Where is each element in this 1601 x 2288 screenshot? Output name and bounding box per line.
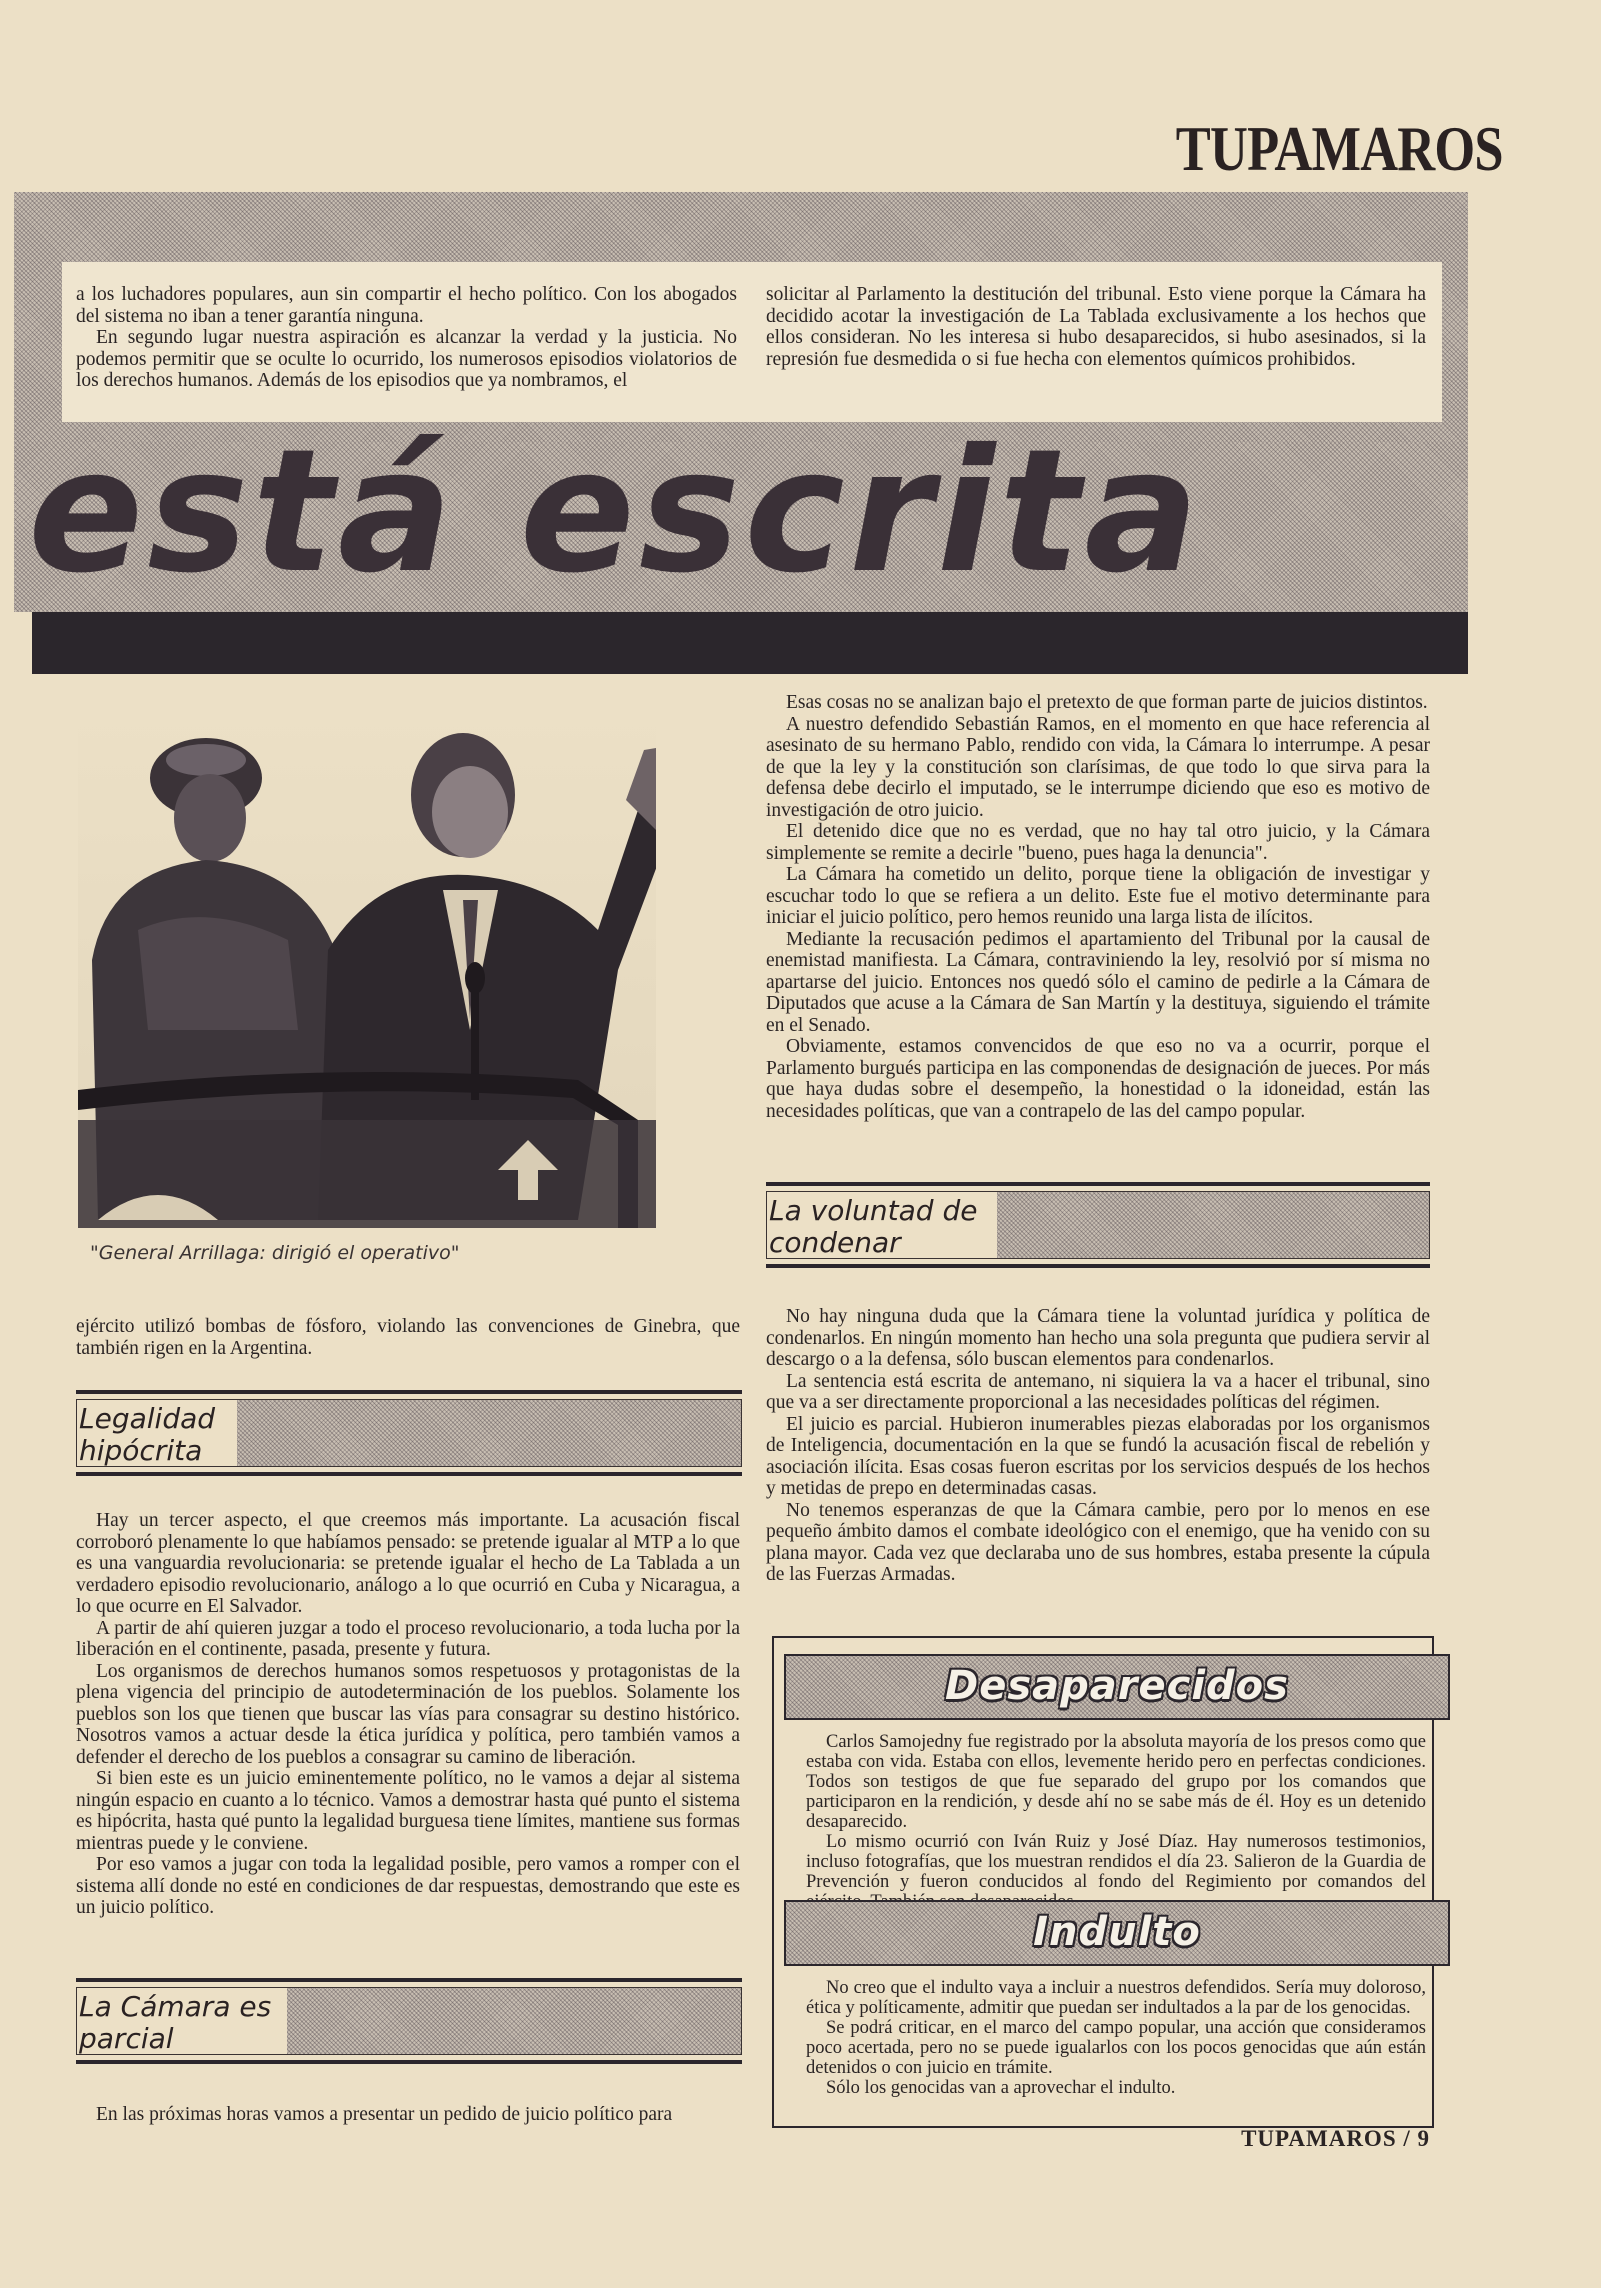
two-men-on-vehicle-photo bbox=[78, 700, 656, 1228]
photo-caption: "General Arrillaga: dirigió el operativo" bbox=[90, 1242, 460, 1264]
paragraph: No tenemos esperanzas de que la Cámara cambie, pero por lo menos en ese pequeño ámbito damos el combate ideológico con el enemigo, que ha venido con su plana mayor. Cada vez que declaraba uno de sus hombres, estaba presente la cúpula de las Fuerzas Armadas. bbox=[766, 1499, 1430, 1585]
section-camara-text bbox=[76, 2104, 740, 2126]
section-voluntad-text bbox=[766, 1306, 1430, 1586]
subhead-camara-parcial-box bbox=[76, 1987, 742, 2055]
paragraph: Los organismos de derechos humanos somos respetuosos y protagonistas de la plena vigencia del principio de autodeterminación de los pueblos. Solamente los pueblos son los que tienen que buscar las vías para consagrar su destino histórico. Nosotros vamos a actuar desde la ética jurídica y política, pero también vamos a defender el derecho de los pueblos a consagrar su camino de liberación. bbox=[76, 1660, 740, 1768]
page-folio: TUPAMAROS / 9 bbox=[1241, 2126, 1430, 2151]
intro-left-paragraph: a los luchadores populares, aun sin compartir el hecho político. Con los abogados del sistema no iban a tener garantía ninguna. bbox=[76, 284, 737, 327]
paragraph: No creo que el indulto vaya a incluir a nuestros defendidos. Sería muy doloroso, ética y políticamente, admitir que puedan ser indultados a la par de los genocidas. bbox=[806, 1978, 1426, 2018]
indulto-title: Indulto bbox=[784, 1900, 1450, 1966]
paragraph: A partir de ahí quieren juzgar a todo el proceso revolucionario, a toda lucha por la liberación en el continente, pasada, presente y futura. bbox=[76, 1617, 740, 1660]
subhead-legalidad-line1: Legalidad bbox=[79, 1402, 216, 1435]
paragraph: Sólo los genocidas van a aprovechar el indulto. bbox=[826, 2078, 1176, 2098]
right-column-text bbox=[766, 692, 1430, 1122]
paragraph: Obviamente, estamos convencidos de que eso no va a ocurrir, porque el Parlamento burgués participa en las componendas de designación de jueces. Por más que haya dudas sobre el desempeño, la honestidad o la idoneidad, están las necesidades políticas, que van a contrapelo de las del campo popular. bbox=[766, 1036, 1430, 1122]
intro-right-paragraph: solicitar al Parlamento la destitución del tribunal. Esto viene porque la Cámara ha decidido acotar la investigación de La Tablada exclusivamente a los hechos que ellos consideran. No les interesa si hubo desaparecidos, si hubo asesinados, si la represión fue desmedida o si fue hecha con elementos químicos prohibidos. bbox=[766, 284, 1426, 370]
paragraph: Hay un tercer aspecto, el que creemos más importante. La acusación fiscal corroboró plenamente lo que habíamos pensado: se pretende igualar al MTP a lo que es una vanguardia revolucionaria: se pretende igualar el hecho de La Tablada a un verdadero episodio revolucionario, análogo a lo que ocurrió en Cuba y Nicaragua, a lo que ocurre en El Salvador. bbox=[76, 1510, 740, 1617]
paragraph: No hay ninguna duda que la Cámara tiene la voluntad jurídica y política de condenarlos. En ningún momento han hecho una sola pregunta que pudiera servir al descargo o a la defensa, sólo buscan elementos para condenarlos. bbox=[766, 1306, 1430, 1370]
subhead-voluntad-line2: condenar bbox=[769, 1226, 901, 1259]
desaparecidos-text bbox=[806, 1732, 1426, 1912]
subhead-legalidad bbox=[76, 1390, 742, 1476]
paragraph: La Cámara ha cometido un delito, porque tiene la obligación de investigar y escuchar todo lo que se refiera a un delito. Este fue el motivo determinante para iniciar el juicio político, pero hemos reunido una larga lista de ilícitos. bbox=[766, 864, 1430, 928]
subhead-camara-parcial bbox=[76, 1978, 742, 2064]
paragraph: Mediante la recusación pedimos el apartamiento del Tribunal por la causal de enemistad manifiesta. La Cámara, contraviniendo la ley, resolvió por sí misma no apartarse del juicio. Entonces nos quedó sólo el camino de pedirle a la Cámara de Diputados que acuse a la Cámara de San Martín y la destituya, siguiendo el trámite en el Senado. bbox=[766, 928, 1430, 1036]
masthead: TUPAMAROS bbox=[1175, 113, 1503, 184]
paragraph: El detenido dice que no es verdad, que no hay tal otro juicio, y la Cámara simplemente se remite a decirle "bueno, pues haga la denuncia". bbox=[766, 821, 1430, 864]
paragraph: Esas cosas no se analizan bajo el pretexto de que forman parte de juicios distintos. bbox=[786, 692, 1428, 713]
paragraph: El juicio es parcial. Hubieron inumerables piezas elaboradas por los organismos de Inteligencia, documentación en la que se fundó la acusación fiscal de rebelión y asociación ilícita. Esas cosas fueron escritas por los servicios después de los hechos y metidas de prepo en determinadas casas. bbox=[766, 1413, 1430, 1499]
paragraph: Se podrá criticar, en el marco del campo popular, una acción que consideramos poco acertada, pero no se puede igualarlos con los pocos genocidas que aún están detenidos o con juicio en trámite. bbox=[806, 2018, 1426, 2078]
paragraph: Si bien este es un juicio eminentemente político, no le vamos a dejar al sistema ningún espacio en cuanto a lo técnico. Vamos a demostrar hasta qué punto el sistema es hipócrita, hasta qué punto la legalidad burguesa tiene límites, mantiene sus formas mientras puede y le conviene. bbox=[76, 1768, 740, 1854]
section-legalidad-text bbox=[76, 1510, 740, 1919]
subhead-camara-line2: parcial bbox=[79, 2022, 174, 2055]
indulto-text bbox=[806, 1978, 1426, 2098]
subhead-legalidad-line2: hipócrita bbox=[79, 1434, 203, 1467]
left-continuation bbox=[76, 1316, 740, 1359]
intro-left-column bbox=[76, 284, 737, 392]
subhead-legalidad-box bbox=[76, 1399, 742, 1467]
desaparecidos-title: Desaparecidos bbox=[784, 1654, 1450, 1720]
paragraph: Carlos Samojedny fue registrado por la absoluta mayoría de los presos como que estaba con vida. Estaba con ellos, levemente herido pero en perfectas condiciones. Todos son testigos de que fue separado del grupo por los comandos que participaron en la rendición, y desde ahí no se sabe más de él. Hoy es un detenido desaparecido. bbox=[806, 1732, 1426, 1832]
paragraph: Lo mismo ocurrió con Iván Ruiz y José Díaz. Hay numerosos testimonios, incluso fotografías, que los muestran rendidos el día 23. Salieron de la Guardia de Prevención y fueron conducidos al fondo del Regimiento por comandos del bbox=[806, 1832, 1426, 1892]
subhead-voluntad-line1: La voluntad de bbox=[769, 1194, 978, 1227]
paragraph: La sentencia está escrita de antemano, ni siquiera la va a hacer el tribunal, sino que va a ser directamente proporcional a las necesidades políticas del régimen. bbox=[766, 1370, 1430, 1413]
intro-left-paragraph: En segundo lugar nuestra aspiración es alcanzar la verdad y la justicia. No podemos permitir que se oculte lo ocurrido, los numerosos episodios violatorios de los derechos humanos. Además de los episodios que ya nombramos, el bbox=[76, 327, 737, 391]
paragraph: En las próximas horas vamos a presentar un pedido de juicio político para bbox=[96, 2104, 673, 2125]
subhead-voluntad-box bbox=[766, 1191, 1430, 1259]
paragraph: Por eso vamos a jugar con toda la legalidad posible, pero vamos a romper con el sistema allí donde no esté en condiciones de dar respuestas, demostrando que este es un juicio político. bbox=[76, 1854, 740, 1918]
headline: está escrita bbox=[28, 413, 1203, 611]
headline-rule bbox=[32, 612, 1468, 674]
intro-right-column bbox=[766, 284, 1426, 370]
paragraph: A nuestro defendido Sebastián Ramos, en el momento en que hace referencia al asesinato de su hermano Pablo, rendido con vida, la Cámara lo interrumpe. A pesar de que la ley y la constitución son clarísimas, de que todo lo que sirva para la defensa debe decirlo el imputado, se le interrumpe diciendo que eso es motivo de investigación de otro juicio. bbox=[766, 713, 1430, 821]
subhead-voluntad bbox=[766, 1182, 1430, 1268]
subhead-camara-line1: La Cámara es bbox=[79, 1990, 272, 2023]
continuation-paragraph: ejército utilizó bombas de fósforo, violando las convenciones de Ginebra, que también rigen en la Argentina. bbox=[76, 1316, 740, 1359]
